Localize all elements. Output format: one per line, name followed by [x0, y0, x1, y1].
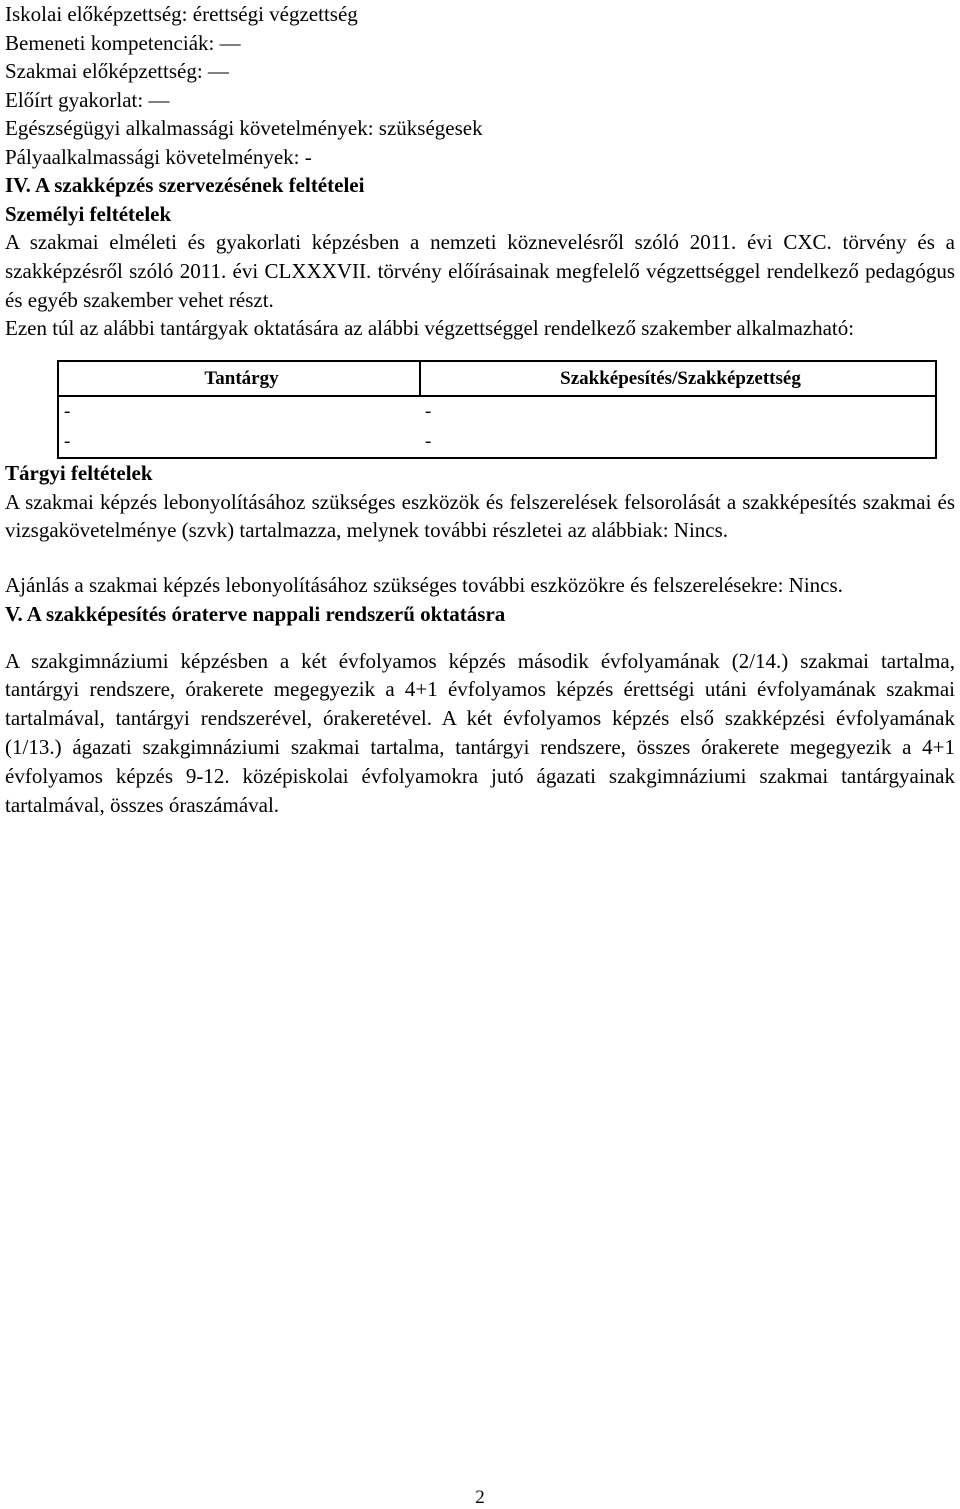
- prerequisites-block: [5, 0, 955, 171]
- page-number: 2: [475, 1487, 485, 1508]
- material-conditions-heading: Tárgyi feltételek: [5, 461, 153, 486]
- header-qualification: Szakképesítés/Szakképzettség: [420, 361, 936, 396]
- subjects-intro-paragraph: Ezen túl az alábbi tantárgyak oktatására az alábbi végzettséggel rendelkező szakember alkalmazható:: [5, 316, 855, 341]
- curriculum-paragraph: A szakgimnáziumi képzésben a két évfolyamos képzés második évfolyamának (2/14.) szakmai tartalma, tantárgyi rendszere, órakerete megegyezik a 4+1 évfolyamos képzés érettségi utáni évfolyamának szakmai tartalmával, tantárgyi rendszerével, órakeretével. A két évfolyamos képzés első szakképzési évfolyamának (1/13.) ágazati szakgimnáziumi szakmai tartalma, tantárgyi rendszere, összes órakerete megegyezik a 4+1 évfolyamos képzés 9-12. középiskolai évfolyamokra jutó ágazati szakgimnáziumi szakmai tantárgyainak tartalmával, összes óraszámával.: [5, 648, 955, 817]
- document-page: [5, 0, 955, 819]
- section-v-heading: V. A szakképesítés óraterve nappali rendszerű oktatásra: [5, 602, 506, 627]
- cell-subject: -: [64, 401, 71, 423]
- entry-competencies: Bemeneti kompetenciák: —: [5, 30, 241, 55]
- cell-qualification: -: [425, 431, 432, 453]
- school-prerequisite: Iskolai előképzettség: érettségi végzettség: [5, 2, 358, 26]
- personal-conditions-paragraph: A szakmai elméleti és gyakorlati képzésben a nemzeti köznevelésről szóló 2011. évi CXC. törvény és a szakképzésről szóló 2011. évi CLXXXVII. törvény előírásainak megfelelő végzettséggel rendelkező pedagógus és egyéb szakember vehet részt.: [5, 230, 955, 312]
- personal-conditions-heading: Személyi feltételek: [5, 201, 172, 226]
- subjects-table: [57, 360, 937, 459]
- table-header-row: [58, 361, 936, 396]
- health-requirements: Egészségügyi alkalmassági követelmények: szükségesek: [5, 116, 483, 140]
- header-subject: Tantárgy: [58, 361, 420, 396]
- table-row: [58, 396, 936, 427]
- career-suitability-requirements: Pályaalkalmassági követelmények: -: [5, 144, 312, 169]
- cell-qualification: -: [425, 401, 432, 423]
- required-practice: Előírt gyakorlat: —: [5, 87, 170, 112]
- table-row: [58, 427, 936, 458]
- section-iv-heading: IV. A szakképzés szervezésének feltételei: [5, 173, 365, 197]
- cell-subject: -: [64, 431, 71, 453]
- material-conditions-paragraph: A szakmai képzés lebonyolításához szükséges eszközök és felszerelések felsorolását a szakképesítés szakmai és vizsgakövetelménye (szvk) tartalmazza, melynek további részletei az alábbiak: Nincs.: [5, 489, 955, 543]
- professional-prerequisite: Szakmai előképzettség: —: [5, 59, 229, 83]
- recommendation-paragraph: Ajánlás a szakmai képzés lebonyolításához szükséges további eszközökre és felszerelésekre: Nincs.: [5, 573, 843, 598]
